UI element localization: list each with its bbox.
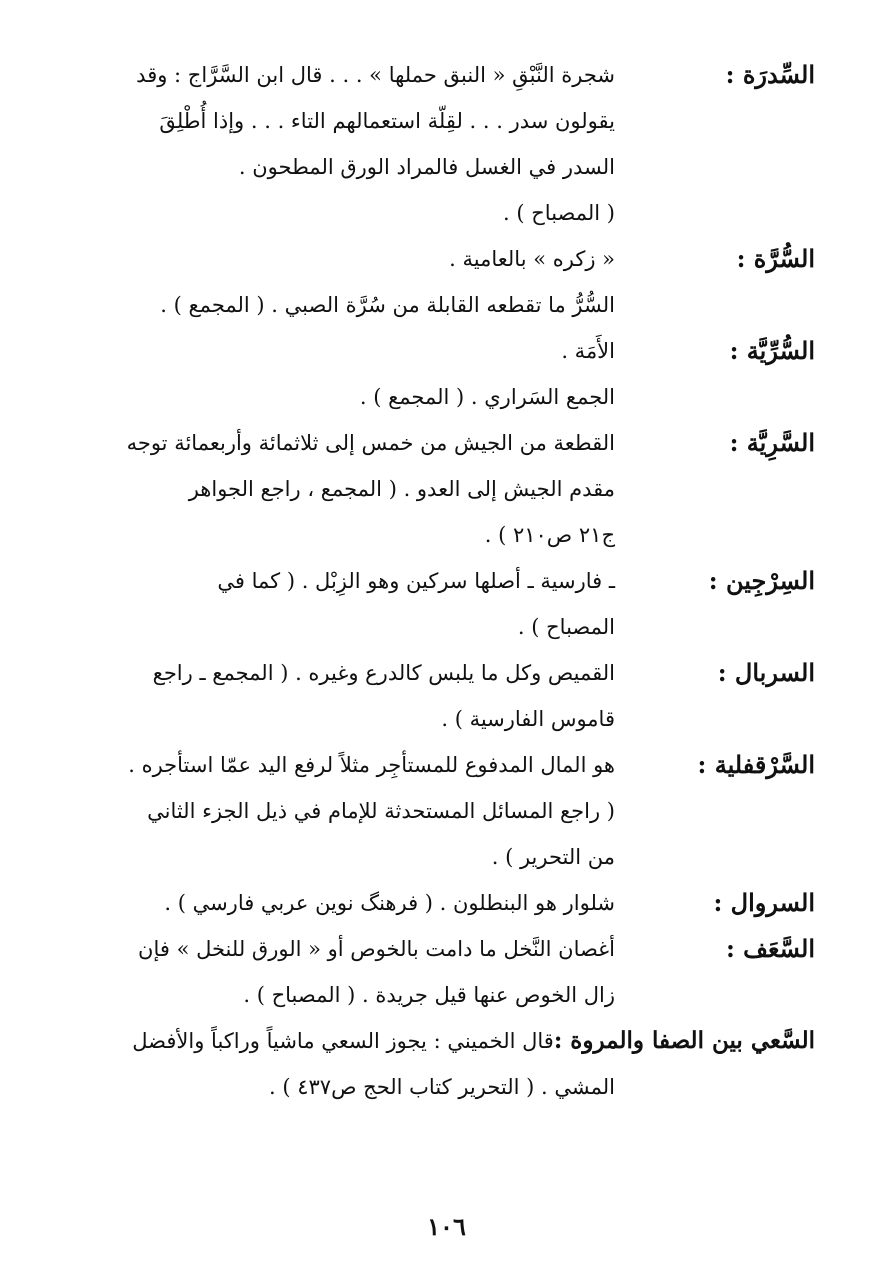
definition-line: الأَمَة . [561, 339, 615, 363]
definition-line: يقولون سدر . . . لقِلّة استعمالهم التاء . . . وإذا أُطْلِقَ [159, 109, 615, 133]
definition-line: ( راجع المسائل المستحدثة للإمام في ذيل الجزء الثاني [147, 799, 615, 823]
entry-surra [80, 236, 815, 328]
definition-line: قاموس الفارسية ) . [441, 707, 615, 731]
entry-definition [80, 880, 615, 926]
definition-line: القميص وكل ما يلبس كالدرع وغيره . ( المجمع ـ راجع [152, 661, 615, 685]
definition-line: السدر في الغسل فالمراد الورق المطحون . [238, 155, 615, 179]
entry-sirwal [80, 880, 815, 926]
entry-term: السِرْجِين : [708, 566, 815, 595]
definition-line: هو المال المدفوع للمستأجِر مثلاً لرفع اليد عمّا استأجره . [128, 753, 615, 777]
definition-text: قال الخميني : يجوز السعي ماشياً وراكباً والأفضل [132, 1029, 554, 1053]
entry-term: السَّرْقفلية : [697, 750, 815, 779]
definition-line: زال الخوص عنها قيل جريدة . ( المصباح ) . [243, 983, 615, 1007]
entry-sariyya [80, 420, 815, 558]
entry-sirbal [80, 650, 815, 742]
entry-definition [80, 236, 615, 328]
entry-definition [80, 52, 615, 236]
entry-sai [80, 1018, 815, 1110]
definition-line: السُّرُّ ما تقطعه القابلة من سُرَّة الصبي . ( المجمع ) . [160, 293, 615, 317]
entry-term: السَّعَف : [725, 934, 815, 963]
entry-term: السُّرَّة : [736, 244, 815, 273]
definition-line: ( المصباح ) . [503, 201, 615, 225]
definition-line: القطعة من الجيش من خمس إلى ثلاثمائة وأربعمائة توجه [126, 431, 615, 455]
entry-term: السَّعي بين الصفا والمروة : [553, 1027, 815, 1054]
definition-line: أغصان النَّخل ما دامت بالخوص أو « الورق للنخل » فإن [138, 937, 615, 961]
entry-definition [80, 558, 615, 650]
entry-definition [80, 328, 615, 420]
entry-term: السربال : [717, 658, 815, 687]
entry-definition [80, 926, 615, 1018]
definition-line: ـ فارسية ـ أصلها سركين وهو الزِبْل . ( كما في [217, 569, 615, 593]
entry-saaf [80, 926, 815, 1018]
page-number: ١٠٦ [427, 1212, 466, 1241]
definition-line: شجرة النَّبْقِ « النبق حملها » . . . قال ابن السَّرَّاج : وقد [136, 63, 615, 87]
entry-surriyya [80, 328, 815, 420]
entry-term: السَّرِيَّة : [729, 428, 815, 457]
definition-line: شلوار هو البنطلون . ( فرهنگ نوين عربي فارسي ) . [164, 891, 615, 915]
entry-sirjin [80, 558, 815, 650]
definition-line: مقدم الجيش إلى العدو . ( المجمع ، راجع الجواهر [188, 477, 615, 501]
entry-term: السِّدرَة : [725, 60, 815, 89]
entry-definition [80, 742, 615, 880]
definition-line: من التحرير ) . [491, 845, 615, 869]
entry-definition [80, 420, 615, 558]
definition-line: « زكره » بالعامية . [449, 247, 615, 271]
entry-sidra [80, 52, 815, 236]
definition-line: ج٢١ ص٢١٠ ) . [484, 523, 615, 547]
definition-line: الجمع السَراري . ( المجمع ) . [359, 385, 615, 409]
entries-list [80, 52, 815, 1110]
entry-definition [80, 650, 615, 742]
entry-term: السروال : [713, 888, 815, 917]
definition-line: المصباح ) . [517, 615, 615, 639]
definition-line: المشي . ( التحرير كتاب الحج ص٤٣٧ ) . [269, 1075, 615, 1099]
entry-definition [80, 1018, 815, 1110]
entry-term: السُّرِّيَّة : [729, 336, 815, 365]
entry-sarqafliyya [80, 742, 815, 880]
definition-first-line [80, 1018, 815, 1064]
